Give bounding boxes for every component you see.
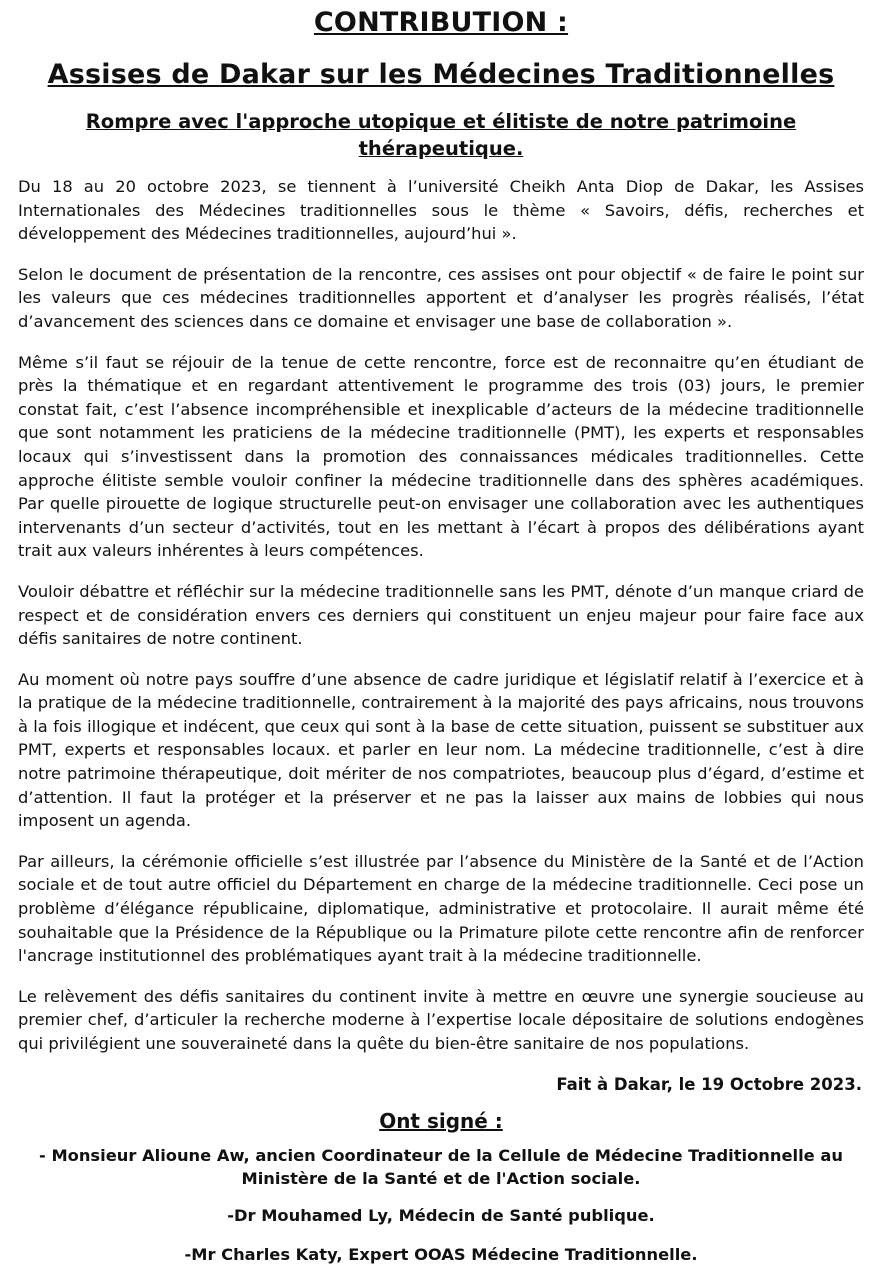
document-subtitle: Rompre avec l'approche utopique et élitiste de notre patrimoine thérapeutique. xyxy=(85,110,797,160)
paragraph-legal-framework: Au moment où notre pays souffre d’une absence de cadre juridique et législatif relatif à l’exercice et à la pratique de la médecine traditionnelle, contrairement à la majorité des pays africains, nous trouvons à la fois illogique et indécent, que ceux qui sont à la base de cette situation, puissent se substituer aux PMT, experts et responsables locaux. et parler en leur nom. La médecine traditionnelle, c’est à dire notre patrimoine thérapeutique, doit mériter de nos compatriotes, beaucoup plus d’égard, d’estime et d’attention. Il faut la protéger et la préserver et ne pas la laisser aux mains de lobbies qui nous imposent un agenda. xyxy=(18,669,864,831)
signatory-2: -Dr Mouhamed Ly, Médecin de Santé publique. xyxy=(227,1205,655,1225)
paragraph-critique: Même s’il faut se réjouir de la tenue de cette rencontre, force est de reconnaitre qu’en étudiant de près la thématique et en regardant attentivement le programme des trois (03) jours, le premier constat fait, c’est l’absence incompréhensible et inexplicable d’acteurs de la médecine traditionnelle que sont notamment les praticiens de la médecine traditionnelle (PMT), les experts et responsables locaux qui s’investissent dans la promotion des connaissances médicales traditionnelles. Cette approche élitiste semble vouloir confiner la médecine traditionnelle dans des sphères académiques. Par quelle pirouette de logique structurelle peut-on envisager une collaboration avec les authentiques intervenants d’un secteur d’activités, tout en les mettant à l’écart à propos des délibérations ayant trait aux valeurs inhérentes à leurs compétences. xyxy=(18,352,864,561)
document-title: Assises de Dakar sur les Médecines Traditionnelles xyxy=(47,59,835,90)
paragraph-intro: Du 18 au 20 octobre 2023, se tiennent à l’université Cheikh Anta Diop de Dakar, les Assises Internationales des Médecines traditionnelles sous le thème « Savoirs, défis, recherches et développement des Médecines traditionnelles, aujourd’hui ». xyxy=(18,177,864,244)
paragraph-ceremony: Par ailleurs, la cérémonie officielle s’est illustrée par l’absence du Ministère de la Santé et de l’Action sociale et de tout autre officiel du Département en charge de la médecine traditionnelle. Ceci pose un problème d’élégance républicaine, diplomatique, administrative et protocolaire. Il aurait même été souhaitable que la Présidence de la République ou la Primature pilote cette rencontre afin de renforcer l'ancrage institutionnel des problématiques ayant trait à la médecine traditionnelle. xyxy=(18,851,864,966)
paragraph-objective: Selon le document de présentation de la rencontre, ces assises ont pour objectif « de faire le point sur les valeurs que ces médecines traditionnelles apportent et d’analyser les progrès réalisés, l’état d’avancement des sciences dans ce domaine et envisager une base de collaboration ». xyxy=(18,264,864,331)
signatory-3: -Mr Charles Katy, Expert OOAS Médecine Traditionnelle. xyxy=(184,1244,698,1264)
signatory-1: - Monsieur Alioune Aw, ancien Coordinateur de la Cellule de Médecine Traditionnelle au Ministère de la Santé et de l'Action sociale. xyxy=(39,1145,843,1188)
signed-heading: Ont signé : xyxy=(379,1108,503,1133)
paragraph-conclusion: Le relèvement des défis sanitaires du continent invite à mettre en œuvre une synergie soucieuse au premier chef, d’articuler la recherche moderne à l’expertise locale dépositaire de solutions endogènes qui privilégient une souveraineté dans la quête du bien-être sanitaire de nos populations. xyxy=(18,986,864,1053)
document-heading: CONTRIBUTION : xyxy=(313,7,569,38)
paragraph-respect: Vouloir débattre et réfléchir sur la médecine traditionnelle sans les PMT, dénote d’un manque criard de respect et de considération envers ces derniers qui constituent un enjeu majeur pour faire face aux défis sanitaires de notre continent. xyxy=(18,581,864,649)
date-line: Fait à Dakar, le 19 Octobre 2023. xyxy=(556,1074,862,1094)
